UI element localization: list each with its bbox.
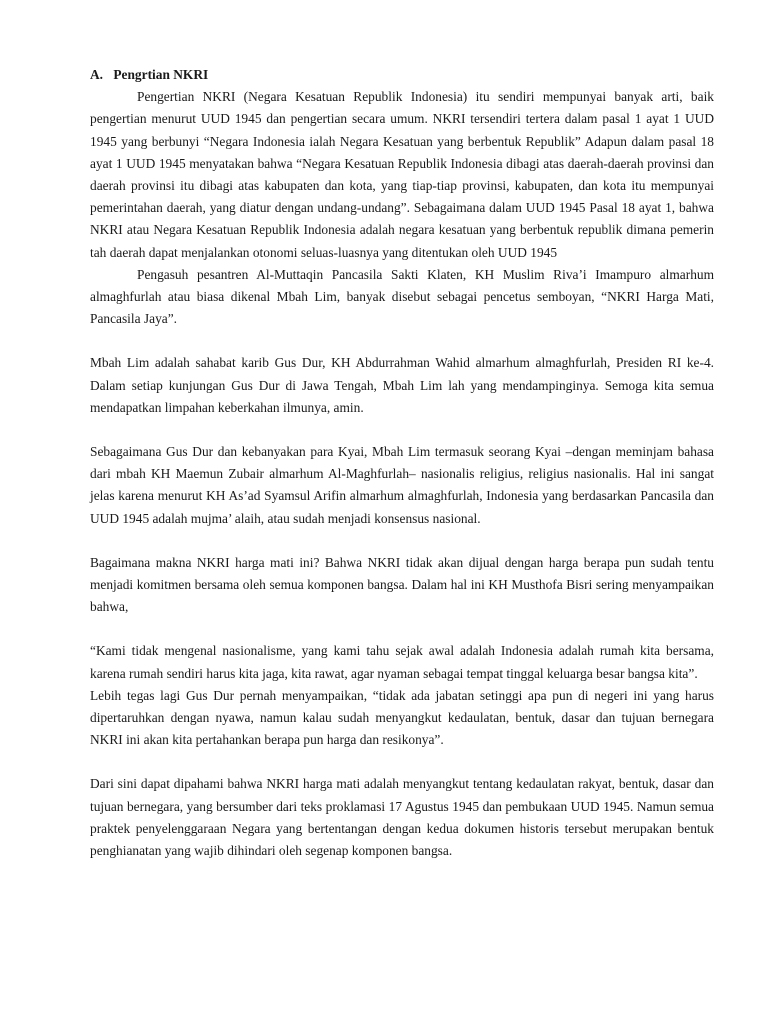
- paragraph-gus-dur-friend: Mbah Lim adalah sahabat karib Gus Dur, KH Abdurrahman Wahid almarhum almaghfurlah, Presiden RI ke-4. Dalam setiap kunjungan Gus Dur di Jawa Tengah, Mbah Lim lah yang mendampinginya. Semoga kita semua mendapatkan limpahan keberkahan ilmunya, amin.: [90, 355, 714, 415]
- paragraph-spacer: [90, 419, 714, 441]
- paragraph-conclusion: Dari sini dapat dipahami bahwa NKRI harga mati adalah menyangkut tentang kedaulatan rakyat, bentuk, dasar dan tujuan bernegara, yang bersumber dari teks proklamasi 17 Agustus 1945 dan pembukaan UUD 1945. Namun semua praktek penyelenggaraan Negara yang bertentangan dengan kedua dokumen historis tersebut merupakan bentuk penghianatan yang wajib dihindari oleh segenap komponen bangsa.: [90, 776, 714, 859]
- paragraph-quote-musthofa: “Kami tidak mengenal nasionalisme, yang kami tahu sejak awal adalah Indonesia adalah rumah kita bersama, karena rumah sendiri harus kita jaga, kita rawat, agar nyaman sebagai tempat tinggal keluarga besar bangsa kita”.: [90, 643, 714, 681]
- paragraph-spacer: [90, 530, 714, 552]
- paragraph-spacer: [90, 751, 714, 773]
- paragraph-nkri-definition: Pengertian NKRI (Negara Kesatuan Republik Indonesia) itu sendiri mempunyai banyak arti, baik pengertian menurut UUD 1945 dan pengertian secara umum. NKRI tersendiri tertera dalam pasal 1 ayat 1 UUD 1945 yang berbunyi “Negara Indonesia ialah Negara Kesatuan yang berbentuk Republik” Adapun dalam pasal 18 ayat 1 UUD 1945 menyatakan bahwa “Negara Kesatuan Republik Indonesia dibagi atas daerah-daerah provinsi dan daerah provinsi itu dibagi atas kabupaten dan kota, yang tiap-tiap provinsi, kabupaten, dan kota itu mempunyai pemerintahan daerah, yang diatur dengan undang-undang”. Sebagaimana dalam UUD 1945 Pasal 18 ayat 1, bahwa NKRI atau Negara Kesatuan Republik Indonesia adalah negara kesatuan yang berbentuk republik dimana pemerin tah daerah dapat menjalankan otonomi seluas-luasnya yang ditentukan oleh UUD 1945: [90, 89, 714, 260]
- section-title: Pengrtian NKRI: [113, 67, 209, 82]
- section-number: A.: [90, 67, 104, 82]
- paragraph-quote-gus-dur: Lebih tegas lagi Gus Dur pernah menyampaikan, “tidak ada jabatan setinggi apa pun di negeri ini yang harus dipertaruhkan dengan nyawa, namun kalau sudah menyangkut kedaulatan, bentuk, dasar dan tujuan bernegara NKRI ini akan kita pertahankan berapa pun harga dan resikonya”.: [90, 687, 714, 748]
- paragraph-spacer: [90, 330, 714, 352]
- paragraph-spacer: [90, 618, 714, 640]
- paragraph-mbah-lim-intro: Pengasuh pesantren Al-Muttaqin Pancasila Sakti Klaten, KH Muslim Riva’i Imampuro almarhum almaghfurlah atau biasa dikenal Mbah Lim, banyak disebut sebagai pencetus semboyan, “NKRI Harga Mati, Pancasila Jaya”.: [90, 266, 714, 327]
- document-page: [90, 64, 714, 862]
- section-heading: [90, 64, 714, 86]
- paragraph-harga-mati-meaning: Bagaimana makna NKRI harga mati ini? Bahwa NKRI tidak akan dijual dengan harga berapa pun sudah tentu menjadi komitmen bersama oleh semua komponen bangsa. Dalam hal ini KH Musthofa Bisri sering menyampaikan bahwa,: [90, 554, 714, 615]
- paragraph-kyai-nationalist: Sebagaimana Gus Dur dan kebanyakan para Kyai, Mbah Lim termasuk seorang Kyai –dengan meminjam bahasa dari mbah KH Maemun Zubair almarhum Al-Maghfurlah– nasionalis religius, religius nasionalis. Hal ini sangat jelas karena menurut KH As’ad Syamsul Arifin almarhum almaghfurlah, Indonesia yang berdasarkan Pancasila dan UUD 1945 adalah mujma’ alaih, atau sudah menjadi konsensus nasional.: [90, 444, 714, 526]
